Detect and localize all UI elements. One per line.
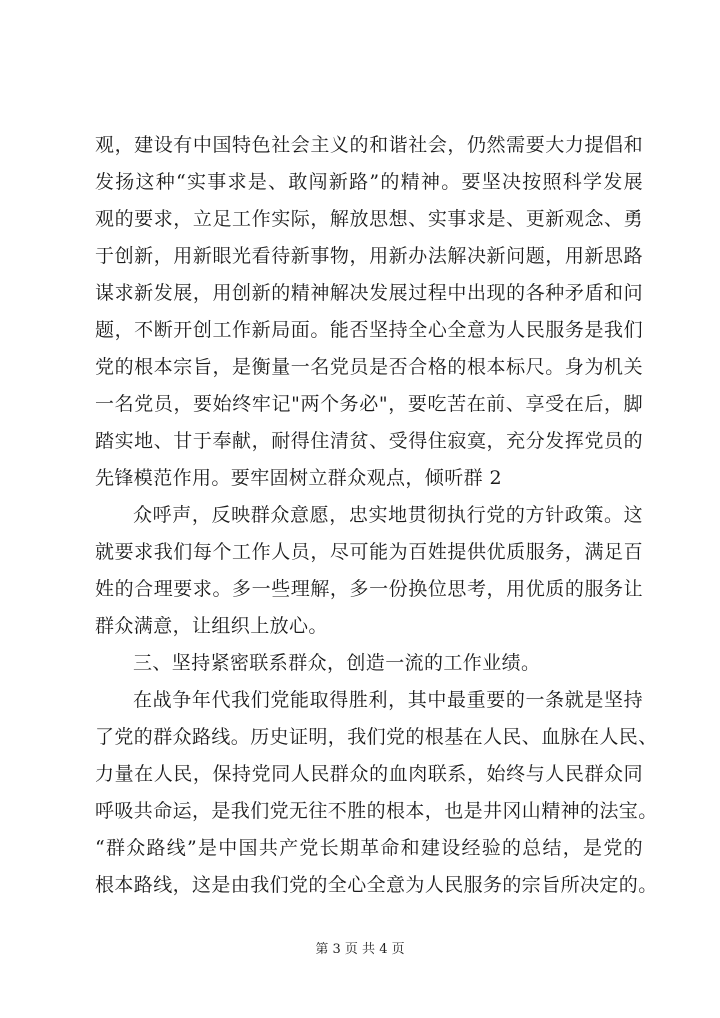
text-line: 谋求新发展，用创新的精神解决发展过程中出现的各种矛盾和问	[95, 282, 643, 304]
text-line: 于创新，用新眼光看待新事物，用新办法解决新问题，用新思路	[95, 245, 643, 267]
text-line: 发扬这种“实事求是、敢闯新路”的精神。要坚决按照科学发展	[95, 171, 643, 193]
text-line: 了党的群众路线。历史证明，我们党的根基在人民、血脉在人民、	[95, 726, 658, 748]
text-line: 党的根本宗旨，是衡量一名党员是否合格的根本标尺。身为机关	[95, 356, 643, 378]
text-line: 群众满意，让组织上放心。	[95, 615, 328, 637]
body-text	[95, 127, 658, 904]
text-line: 就要求我们每个工作人员，尽可能为百姓提供优质服务，满足百	[95, 541, 643, 563]
text-line: 观的要求，立足工作实际，解放思想、实事求是、更新观念、勇	[95, 208, 643, 230]
text-line: 题，不断开创工作新局面。能否坚持全心全意为人民服务是我们	[95, 319, 643, 341]
text-line: 根本路线，这是由我们党的全心全意为人民服务的宗旨所决定的。	[95, 874, 658, 896]
paragraph-start-line: 在战争年代我们党能取得胜利，其中最重要的一条就是坚持	[133, 689, 643, 711]
text-line: 呼吸共命运，是我们党无往不胜的根本，也是井冈山精神的法宝。	[95, 800, 658, 822]
text-line: 踏实地、甘于奉献，耐得住清贫、受得住寂寞，充分发挥党员的	[95, 430, 643, 452]
text-line: 一名党员，要始终牢记"两个务必"，要吃苦在前、享受在后，脚	[95, 393, 643, 415]
text-line: 先锋模范作用。要牢固树立群众观点，倾听群 2	[95, 467, 502, 489]
page-footer: 第 3 页 共 4 页	[315, 942, 405, 957]
paragraph-start-line: 众呼声，反映群众意愿，忠实地贯彻执行党的方针政策。这	[133, 504, 643, 526]
text-line: 观，建设有中国特色社会主义的和谐社会，仍然需要大力提倡和	[95, 134, 643, 156]
section-heading: 三、坚持紧密联系群众，创造一流的工作业绩。	[133, 652, 541, 674]
text-line: “群众路线”是中国共产党长期革命和建设经验的总结，是党的	[95, 837, 643, 859]
text-line: 姓的合理要求。多一些理解，多一份换位思考，用优质的服务让	[95, 578, 643, 600]
text-line: 力量在人民，保持党同人民群众的血肉联系，始终与人民群众同	[95, 763, 643, 785]
